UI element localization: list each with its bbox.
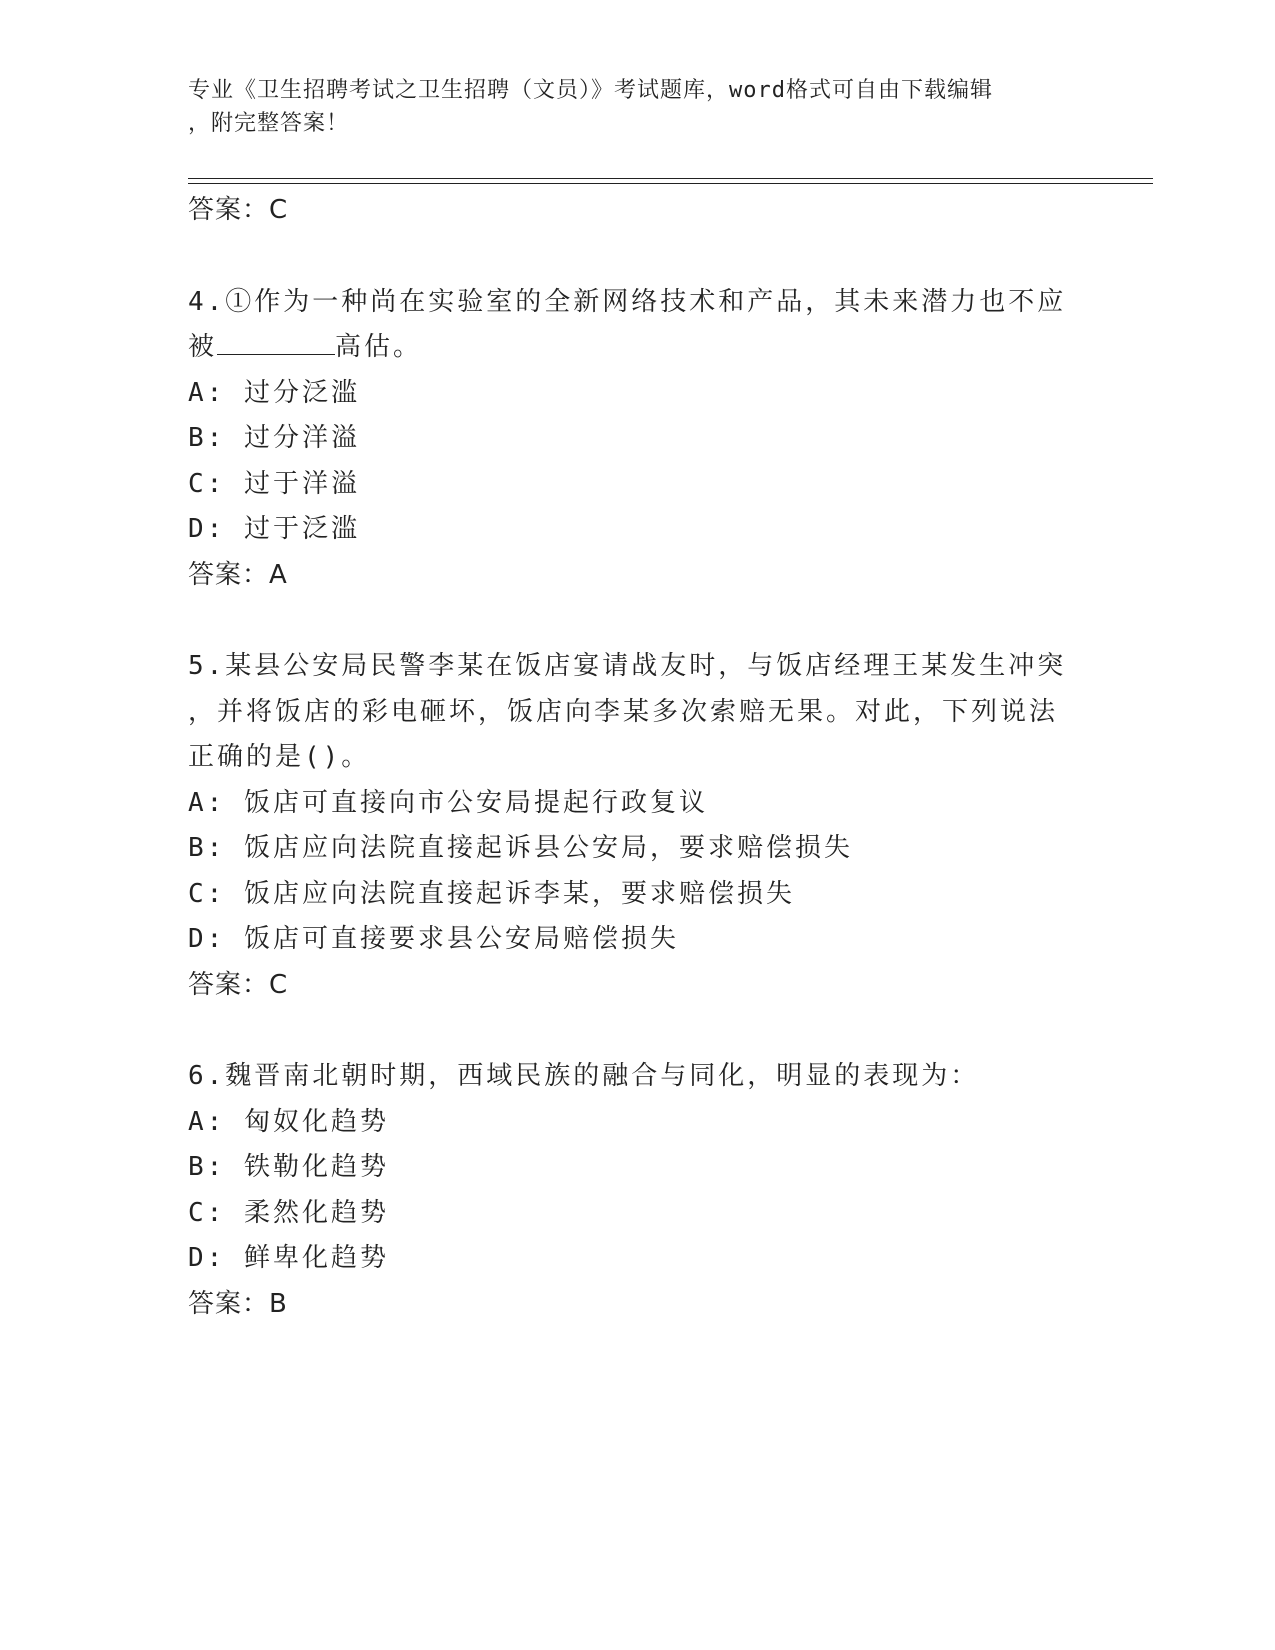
question-5-answer: 答案：C — [188, 969, 289, 1000]
header-line-1: 专业《卫生招聘考试之卫生招聘（文员）》考试题库，word格式可自由下载编辑 — [188, 78, 993, 103]
spacer — [188, 1008, 1068, 1054]
document-header — [188, 74, 1088, 140]
question-4-text-post-blank: 高估。 — [335, 332, 423, 362]
fill-in-blank — [217, 332, 335, 355]
question-5-text-line-2: ，并将饭店的彩电砸坏，饭店向李某多次索赔无果。对此，下列说法 — [188, 696, 1059, 727]
previous-answer: 答案：C — [188, 195, 289, 225]
question-6-option-c: C: 柔然化趋势 — [188, 1197, 389, 1228]
question-4-text-line-1: 4.①作为一种尚在实验室的全新网络技术和产品，其未来潜力也不应 — [188, 286, 1067, 317]
question-4-text-pre-blank: 被 — [188, 332, 218, 362]
question-6-option-b: B: 铁勒化趋势 — [188, 1152, 389, 1182]
question-6-option-d: D: 鲜卑化趋势 — [188, 1243, 389, 1273]
header-line-2: ，附完整答案！ — [188, 111, 350, 136]
question-5 — [188, 644, 1068, 1008]
question-5-option-c: C: 饭店应向法院直接起诉李某，要求赔偿损失 — [188, 878, 795, 909]
question-4 — [188, 280, 1068, 599]
question-4-text-line-2 — [188, 325, 1068, 371]
question-4-option-b: B: 过分洋溢 — [188, 423, 360, 453]
question-4-option-a: A: 过分泛滥 — [188, 377, 360, 408]
question-5-text-line-1: 5.某县公安局民警李某在饭店宴请战友时，与饭店经理王某发生冲突 — [188, 651, 1067, 681]
question-5-option-b: B: 饭店应向法院直接起诉县公安局，要求赔偿损失 — [188, 833, 853, 863]
question-6-option-a: A: 匈奴化趋势 — [188, 1106, 389, 1137]
question-4-option-c: C: 过于洋溢 — [188, 468, 360, 499]
header-rule-bottom — [188, 183, 1153, 184]
spacer — [188, 234, 1068, 280]
spacer — [188, 598, 1068, 644]
question-6 — [188, 1054, 1068, 1327]
question-6-text-line-1: 6.魏晋南北朝时期，西域民族的融合与同化，明显的表现为： — [188, 1061, 980, 1091]
question-5-option-d: D: 饭店可直接要求县公安局赔偿损失 — [188, 924, 679, 954]
question-6-answer: 答案：B — [188, 1288, 288, 1319]
question-5-option-a: A: 饭店可直接向市公安局提起行政复议 — [188, 787, 708, 818]
question-list — [188, 188, 1068, 1327]
question-4-answer: 答案：A — [188, 559, 288, 590]
question-5-text-line-3: 正确的是()。 — [188, 742, 371, 772]
header-rule-top — [188, 178, 1153, 179]
question-4-option-d: D: 过于泛滥 — [188, 514, 360, 544]
